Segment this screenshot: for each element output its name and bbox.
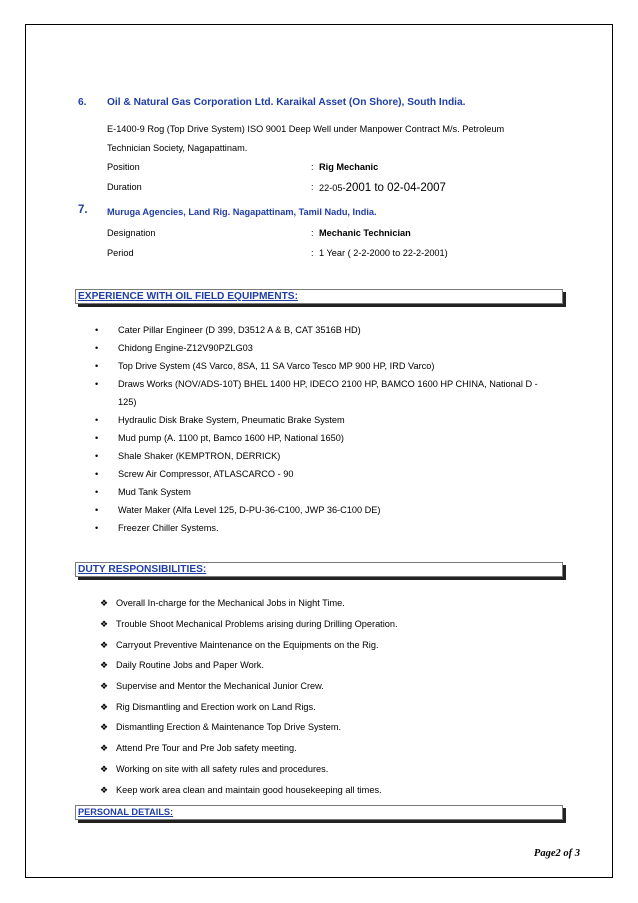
diamond-bullet-icon: ❖ xyxy=(100,743,109,753)
section-header-equipment xyxy=(75,289,563,304)
field-value-designation: Mechanic Technician xyxy=(319,228,411,238)
field-label-designation: Designation xyxy=(107,228,156,238)
bullet-icon: • xyxy=(95,469,99,479)
bullet-icon: • xyxy=(95,487,99,497)
field-value-period: 1 Year ( 2-2-2000 to 22-2-2001) xyxy=(319,248,448,258)
bullet-icon: • xyxy=(95,361,99,371)
bullet-icon: • xyxy=(95,415,99,425)
bullet-icon: • xyxy=(95,505,99,515)
field-separator: : xyxy=(311,162,314,172)
diamond-bullet-icon: ❖ xyxy=(100,640,109,650)
field-value-duration xyxy=(319,178,446,196)
diamond-bullet-icon: ❖ xyxy=(100,598,109,608)
field-label-position: Position xyxy=(107,162,140,172)
field-separator: : xyxy=(311,248,314,258)
diamond-bullet-icon: ❖ xyxy=(100,764,109,774)
duration-start: 22-05- xyxy=(319,183,346,193)
field-label-duration: Duration xyxy=(107,182,142,192)
entry-description-line: E-1400-9 Rog (Top Drive System) ISO 9001 Deep Well under Manpower Contract M/s. Petroleum xyxy=(107,124,505,134)
field-value-position: Rig Mechanic xyxy=(319,162,379,172)
bullet-icon: • xyxy=(95,433,99,443)
diamond-bullet-icon: ❖ xyxy=(100,660,109,670)
bullet-icon: • xyxy=(95,451,99,461)
bullet-icon: • xyxy=(95,379,99,389)
entry-number: 7. xyxy=(78,204,88,216)
diamond-bullet-icon: ❖ xyxy=(100,681,109,691)
diamond-bullet-icon: ❖ xyxy=(100,722,109,732)
section-title: EXPERIENCE WITH OIL FIELD EQUIPMENTS: xyxy=(78,291,298,302)
field-separator: : xyxy=(311,228,314,238)
section-header-duty xyxy=(75,562,563,577)
entry-company: Oil & Natural Gas Corporation Ltd. Karaikal Asset (On Shore), South India. xyxy=(107,97,466,108)
page-number: Page2 of 3 xyxy=(533,848,580,859)
bullet-icon: • xyxy=(95,343,99,353)
section-title: PERSONAL DETAILS: xyxy=(78,807,174,817)
bullet-icon: • xyxy=(95,325,99,335)
bullet-icon: • xyxy=(95,523,99,533)
field-separator: : xyxy=(311,182,314,192)
diamond-bullet-icon: ❖ xyxy=(100,619,109,629)
duration-range: 2001 to 02-04-2007 xyxy=(345,182,446,194)
entry-company: Muruga Agencies, Land Rig. Nagapattinam, Tamil Nadu, India. xyxy=(107,207,377,217)
entry-number: 6. xyxy=(78,97,87,108)
section-title: DUTY RESPONSIBILITIES: xyxy=(78,564,207,575)
diamond-bullet-icon: ❖ xyxy=(100,785,109,795)
section-header-personal xyxy=(75,805,563,820)
diamond-bullet-icon: ❖ xyxy=(100,702,109,712)
entry-description-line: Technician Society, Nagapattinam. xyxy=(107,143,248,153)
field-label-period: Period xyxy=(107,248,134,258)
